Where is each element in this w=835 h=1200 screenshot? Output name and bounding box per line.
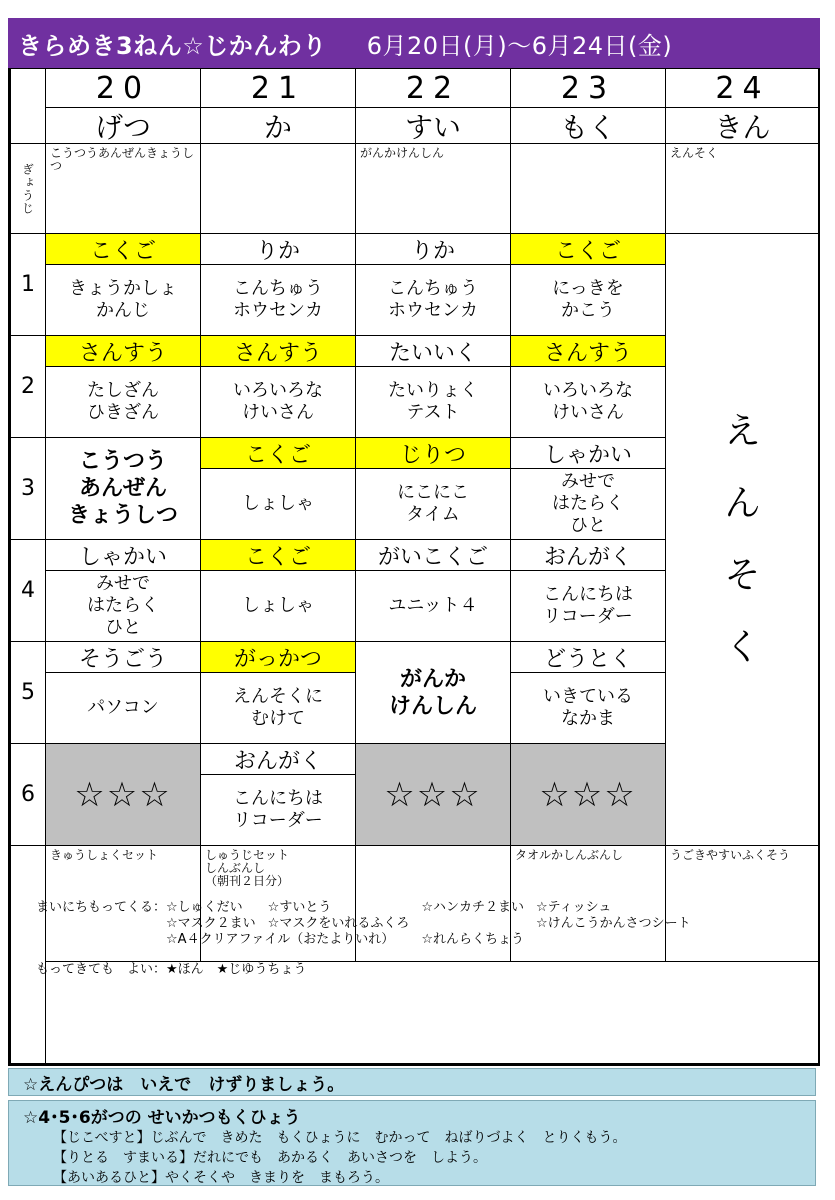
content-p3-tue: しょしゃ xyxy=(200,468,356,540)
subject-p2-tue: さんすう xyxy=(200,335,356,367)
content-p1-mon: きょうかしょ かんじ xyxy=(45,264,201,336)
day-name-thu: もく xyxy=(510,107,666,144)
subject-p4-thu: おんがく xyxy=(510,539,666,571)
goal-line: 【りとる すまいる】だれにでも あかるく あいさつを しよう。 xyxy=(53,1150,487,1166)
everyday-item: ☆ティッシュ xyxy=(535,900,612,915)
content-p4-thu: こんにちは リコーダー xyxy=(510,570,666,642)
title-bar xyxy=(8,18,820,68)
everyday-item: ☆しゅくだい xyxy=(166,900,243,915)
content-p6-tue: こんにちは リコーダー xyxy=(200,774,356,846)
day-num-mon: 20 xyxy=(45,68,201,108)
day-name-tue: か xyxy=(200,107,356,144)
subject-p4-tue: こくご xyxy=(200,539,356,571)
content-p5-tue: えんそくに むけて xyxy=(200,672,356,744)
everyday-item xyxy=(421,916,524,932)
everyday-item: ☆マスク２まい xyxy=(166,916,256,931)
optional-label: もってきても よい： xyxy=(36,962,167,977)
period-6: 6 xyxy=(10,743,46,846)
everyday-item: ☆れんらくちょう xyxy=(421,932,524,947)
everyday-label: まいにちもってくる： xyxy=(36,900,167,915)
period-3: 3 xyxy=(10,437,46,540)
subject-p5-tue: がっかつ xyxy=(200,641,356,673)
subject-p1-tue: りか xyxy=(200,233,356,265)
day-name-wed: すい xyxy=(355,107,511,144)
content-p4-tue: しょしゃ xyxy=(200,570,356,642)
event-wed: がんかけんしん xyxy=(355,143,511,234)
content-p2-wed: たいりょく テスト xyxy=(355,366,511,438)
event-tue xyxy=(200,143,356,234)
period-2: 2 xyxy=(10,335,46,438)
day-num-fri: 24 xyxy=(665,68,820,108)
content-p2-mon: たしざん ひきざん xyxy=(45,366,201,438)
period-4: 4 xyxy=(10,539,46,642)
everyday-item: ☆けんこうかんさつシート xyxy=(535,916,691,931)
belongings-notes xyxy=(36,900,816,978)
subject-p4-mon: しゃかい xyxy=(45,539,201,571)
subject-p1-wed: りか xyxy=(355,233,511,265)
goals-title: ☆4･5･6がつの せいかつもくひょう xyxy=(23,1108,301,1128)
life-goals xyxy=(8,1100,816,1186)
subject-p2-wed: たいいく xyxy=(355,335,511,367)
subject-p3-wed: じりつ xyxy=(355,437,511,469)
subject-p3-tue: こくご xyxy=(200,437,356,469)
content-p1-tue: こんちゅう ホウセンカ xyxy=(200,264,356,336)
content-p5-thu: いきている なかま xyxy=(510,672,666,744)
period-5: 5 xyxy=(10,641,46,744)
subject-p5-thu: どうとく xyxy=(510,641,666,673)
content-p1-wed: こんちゅう ホウセンカ xyxy=(355,264,511,336)
content-p4-wed: ユニット４ xyxy=(355,570,511,642)
subject-p3-thu: しゃかい xyxy=(510,437,666,469)
period-1: 1 xyxy=(10,233,46,336)
everyday-item: ☆すいとう xyxy=(267,900,332,915)
friday-ensoku: え ん そ く xyxy=(665,233,820,846)
everyday-items xyxy=(166,900,691,948)
pencil-notice: ☆えんぴつは いえで けずりましょう。 xyxy=(8,1068,816,1096)
bring-tue: しゅうじセット しんぶんし （朝刊２日分） xyxy=(200,845,356,962)
subject-p4-wed: がいこくご xyxy=(355,539,511,571)
date-range: 6月20日(月)〜6月24日(金) xyxy=(366,31,673,60)
bring-mon: きゅうしょくセット xyxy=(45,845,201,962)
bring-fri: うごきやすいふくそう xyxy=(665,845,820,962)
day-name-mon: げつ xyxy=(45,107,201,144)
optional-items: ★ほん ★じゆうちょう xyxy=(166,962,307,977)
subject-p3-mon: こうつう あんぜん きょうしつ xyxy=(45,437,201,540)
content-p5-mon: パソコン xyxy=(45,672,201,744)
everyday-item: ☆A４クリアファイル（おたよりいれ） xyxy=(166,932,395,947)
stars-p6-wed: ☆☆☆ xyxy=(355,743,511,846)
event-fri: えんそく xyxy=(665,143,820,234)
stars-p6-mon: ☆☆☆ xyxy=(45,743,201,846)
subject-p1-mon: こくご xyxy=(45,233,201,265)
content-p2-thu: いろいろな けいさん xyxy=(510,366,666,438)
bring-thu: タオルかしんぶんし xyxy=(510,845,666,962)
content-p2-tue: いろいろな けいさん xyxy=(200,366,356,438)
stars-p6-thu: ☆☆☆ xyxy=(510,743,666,846)
day-num-wed: 22 xyxy=(355,68,511,108)
corner-cell xyxy=(10,68,46,144)
goal-line: 【あいあるひと】やくそくや きまりを まもろう。 xyxy=(53,1170,389,1186)
day-num-thu: 23 xyxy=(510,68,666,108)
subject-p5-mon: そうごう xyxy=(45,641,201,673)
content-p3-thu: みせで はたらく ひと xyxy=(510,468,666,540)
content-p1-thu: にっきを かこう xyxy=(510,264,666,336)
day-name-fri: きん xyxy=(665,107,820,144)
content-p4-mon: みせで はたらく ひと xyxy=(45,570,201,642)
page-title: きらめき3ねん☆じかんわり xyxy=(18,31,327,60)
events-label: ぎょうじ xyxy=(20,162,35,215)
events-label-cell xyxy=(10,143,46,234)
subject-p1-thu: こくご xyxy=(510,233,666,265)
subject-p2-mon: さんすう xyxy=(45,335,201,367)
event-thu xyxy=(510,143,666,234)
subject-p5-wed: がんか けんしん xyxy=(355,641,511,744)
subject-p6-tue: おんがく xyxy=(200,743,356,775)
day-num-tue: 21 xyxy=(200,68,356,108)
subject-p2-thu: さんすう xyxy=(510,335,666,367)
everyday-item: ☆ハンカチ２まい xyxy=(421,900,524,915)
goal-line: 【じこべすと】じぶんで きめた もくひょうに むかって ねばりづよく とりくもう。 xyxy=(53,1130,627,1146)
event-mon: こうつうあんぜんきょうしつ xyxy=(45,143,201,234)
everyday-item: ☆マスクをいれるふくろ xyxy=(267,916,410,931)
content-p3-wed: にこにこ タイム xyxy=(355,468,511,540)
